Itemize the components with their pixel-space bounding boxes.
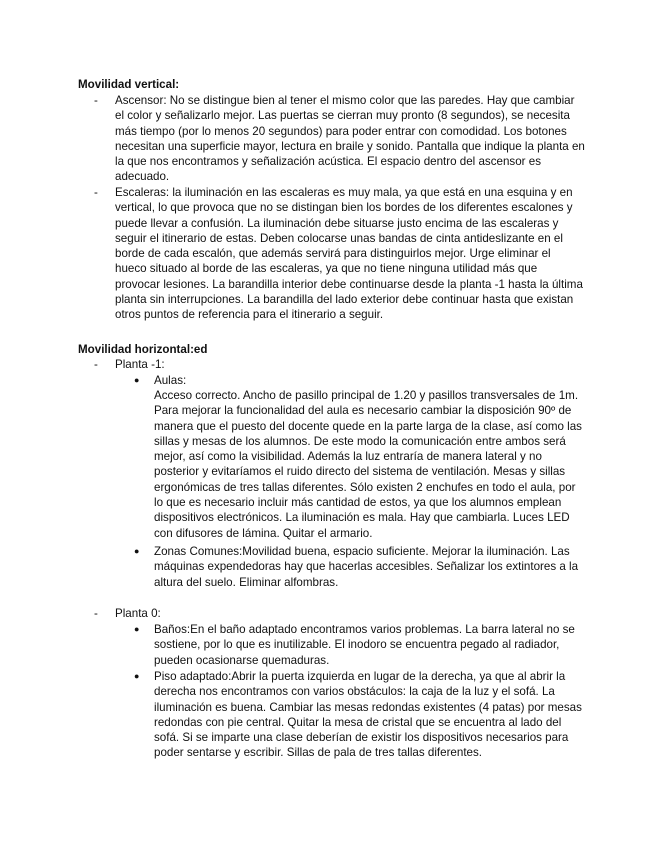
list-item-piso-adaptado: Piso adaptado:Abrir la puerta izquierda en lugar de la derecha, ya que al abrir la derecha nos encontramos con varios obstáculos: la caja de la luz y el sofá. La iluminación es buena. Cambiar las mesas redondas existentes (4 patas) por mesas redondas con pie central. Quitar la mesa de cristal que se encuentra al lado del sofá. Si se imparte una clase deberían de existir los dispositivos necesarios para poder sentarse y escribir. Sillas de pala de tres tallas diferentes. — [154, 670, 582, 760]
list-item-aulas: Acceso correcto. Ancho de pasillo principal de 1.20 y pasillos transversales de 1m. Para mejorar la funcionalidad del aula es necesario cambiar la disposición 90º de manera que el puesto del docente quede en la parte larga de la clase, así como las sillas y mesas de los alumnos. De este modo la comunicación entre ambos será mejor, así como la visibilidad. Además la luz entraría de manera lateral y no posterior y evitaríamos el ruido directo del sistema de ventilación. Mesas y sillas ergonómicas de tres tallas diferentes. Sólo existen 2 enchufes en todo el aula, por lo que es necesario incluir más cantidad de estos, ya que los alumnos emplean dispositivos electrónicos. La iluminación es mala. Hay que cambiarla. Luces LED con difusores de lámina. Quitar el armario. — [154, 389, 582, 540]
section-heading-vertical: Movilidad vertical: — [78, 78, 180, 91]
list-marker: - — [94, 358, 98, 371]
list-item-escaleras: Escaleras: la iluminación en las escaleras es muy mala, ya que está en una esquina y en vertical, lo que provoca que no se distingan bien los bordes de los diferentes escalones y puede llevar a confusión. La iluminación debe situarse justo encima de las escaleras y seguir el itinerario de estas. Deben colocarse unas bandas de cinta antideslizante en el borde de cada escalón, que además servirá para distinguirlos mejor. Urge eliminar el hueco situado al borde de las escaleras, ya que no tiene ninguna utilidad más que provocar lesiones. La barandilla interior debe continuarse desde la planta -1 hasta la última planta sin interrupciones. La barandilla del lado exterior debe continuar hasta que existan otros puntos de referencia para el itinerario a seguir. — [115, 186, 583, 322]
list-marker: - — [94, 607, 98, 620]
bullet-marker: ● — [134, 671, 140, 681]
list-marker: - — [94, 186, 98, 199]
bullet-marker: ● — [134, 624, 140, 634]
floor-label-planta-0: Planta 0: — [115, 607, 161, 620]
item-label-aulas: Aulas: — [154, 374, 187, 387]
list-item-ascensor: Ascensor: No se distingue bien al tener el mismo color que las paredes. Hay que cambiar el color y señalizarlo mejor. Las puertas se cierran muy pronto (8 segundos), se necesita más tiempo (por lo menos 20 segundos) para poder entrar con comodidad. Los botones necesitan una superficie mayor, lectura en braile y sonido. Pantalla que indique la planta en la que nos encontramos y señalización acústica. El espacio dentro del ascensor es adecuado. — [115, 94, 585, 184]
floor-label-planta-minus1: Planta -1: — [115, 358, 165, 371]
bullet-marker: ● — [134, 546, 140, 556]
list-item-zonas-comunes: Zonas Comunes:Movilidad buena, espacio suficiente. Mejorar la iluminación. Las máquinas expendedoras hay que hacerlas accesibles. Señalizar los extintores a la altura del suelo. Eliminar alfombras. — [154, 545, 579, 589]
list-marker: - — [94, 94, 98, 107]
section-heading-horizontal: Movilidad horizontal:ed — [78, 343, 208, 356]
bullet-marker: ● — [134, 375, 140, 385]
list-item-banos: Baños:En el baño adaptado encontramos varios problemas. La barra lateral no se sostiene, por lo que es inutilizable. El inodoro se encuentra pegado al radiador, pueden ocasionarse quemaduras. — [154, 623, 575, 667]
